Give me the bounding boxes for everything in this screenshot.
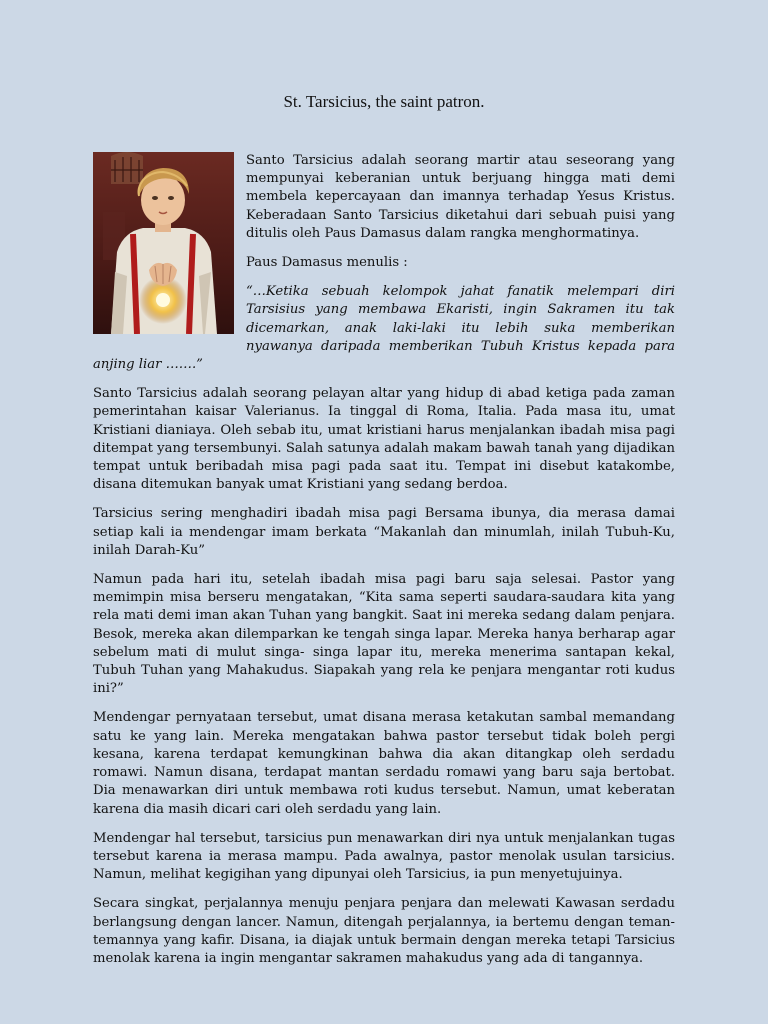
paragraph-damasus-heading: Paus Damasus menulis :: [246, 255, 408, 271]
paragraph-mass: Tarsicius sering menghadiri ibadah misa pagi Bersama ibunya, dia merasa damai setiap kali ia mendengar imam berkata “Makanlah dan minumlah, inilah Tubuh-Ku, inilah Darah-Ku”: [93, 506, 675, 558]
paragraph-offer: Mendengar hal tersebut, tarsicius pun menawarkan diri nya untuk menjalankan tugas tersebut karena ia merasa mampu. Pada awalnya, pastor menolak usulan tarsicius. Namun, melihat kegigihan yang dipunyai oleh Tarsicius, ia pun menyetujuinya.: [93, 830, 675, 883]
paragraph-journey: Secara singkat, perjalannya menuju penjara penjara dan melewati Kawasan serdadu berlangsung dengan lancer. Namun, ditengah perjalannya, ia bertemu dengan teman-temannya yang kafir. Disana, ia diajak untuk bermain dengan mereka tetapi Tarsicius menolak karena ia ingin mengantar sakramen mahakudus yang ada di tangannya.: [93, 896, 675, 966]
paragraph-quote: “…Ketika sebuah kelompok jahat fanatik melempari diri Tarsisius yang membawa Ekaristi, ingin Sakramen itu tak dicemarkan, anak laki-laki itu lebih suka memberikan nyawanya daripada memberikan Tubuh Kristus kepada para anjing liar …….”: [93, 284, 675, 373]
page-title: St. Tarsicius, the saint patron.: [283, 92, 485, 111]
paragraph-pastor: Namun pada hari itu, setelah ibadah misa pagi baru saja selesai. Pastor yang memimpin misa berseru mengatakan, “Kita sama seperti saudara-saudara kita yang rela mati demi iman akan Tuhan yang bangkit. Saat ini mereka sedang dalam penjara. Besok, mereka akan dilemparkan ke tengah singa lapar. Mereka hanya berharap agar sebelum mati di mulut singa- singa lapar itu, mereka menerima santapan kekal, Tubuh Tuhan yang Mahakudus. Siapakah yang rela ke penjara mengantar roti kudus ini?”: [93, 572, 675, 697]
article-body: [93, 152, 675, 979]
paragraph-fear: Mendengar pernyataan tersebut, umat disana merasa ketakutan sambal memandang satu ke yang lain. Mereka mengatakan bahwa pastor tersebut tidak boleh pergi kesana, karena terdapat kemungkinan bahwa dia akan ditangkap oleh serdadu romawi. Namun disana, terdapat mantan serdadu romawi yang baru saja bertobat. Dia menawarkan diri untuk membawa roti kudus tersebut. Namun, umat keberatan karena dia masih dicari cari oleh serdadu yang lain.: [93, 710, 675, 817]
paragraph-history: Santo Tarsicius adalah seorang pelayan altar yang hidup di abad ketiga pada zaman pemerintahan kaisar Valerianus. Ia tinggal di Roma, Italia. Pada masa itu, umat Kristiani dianiaya. Oleh sebab itu, umat kristiani harus menjalankan ibadah misa pagi ditempat yang tersembunyi. Salah satunya adalah makam bawah tanah yang dijadikan tempat untuk beribadah misa pagi pada saat itu. Tempat ini disebut katakombe, disana ditemukan banyak umat Kristiani yang sedang berdoa.: [93, 386, 675, 493]
portrait-spacer: [93, 152, 234, 335]
paragraph-intro: Santo Tarsicius adalah seorang martir atau seseorang yang mempunyai keberanian untuk berjuang hingga mati demi membela kepercayaan dan imannya terhadap Yesus Kristus. Keberadaan Santo Tarsicius diketahui dari sebuah puisi yang ditulis oleh Paus Damasus dalam rangka menghormatinya.: [246, 153, 675, 241]
